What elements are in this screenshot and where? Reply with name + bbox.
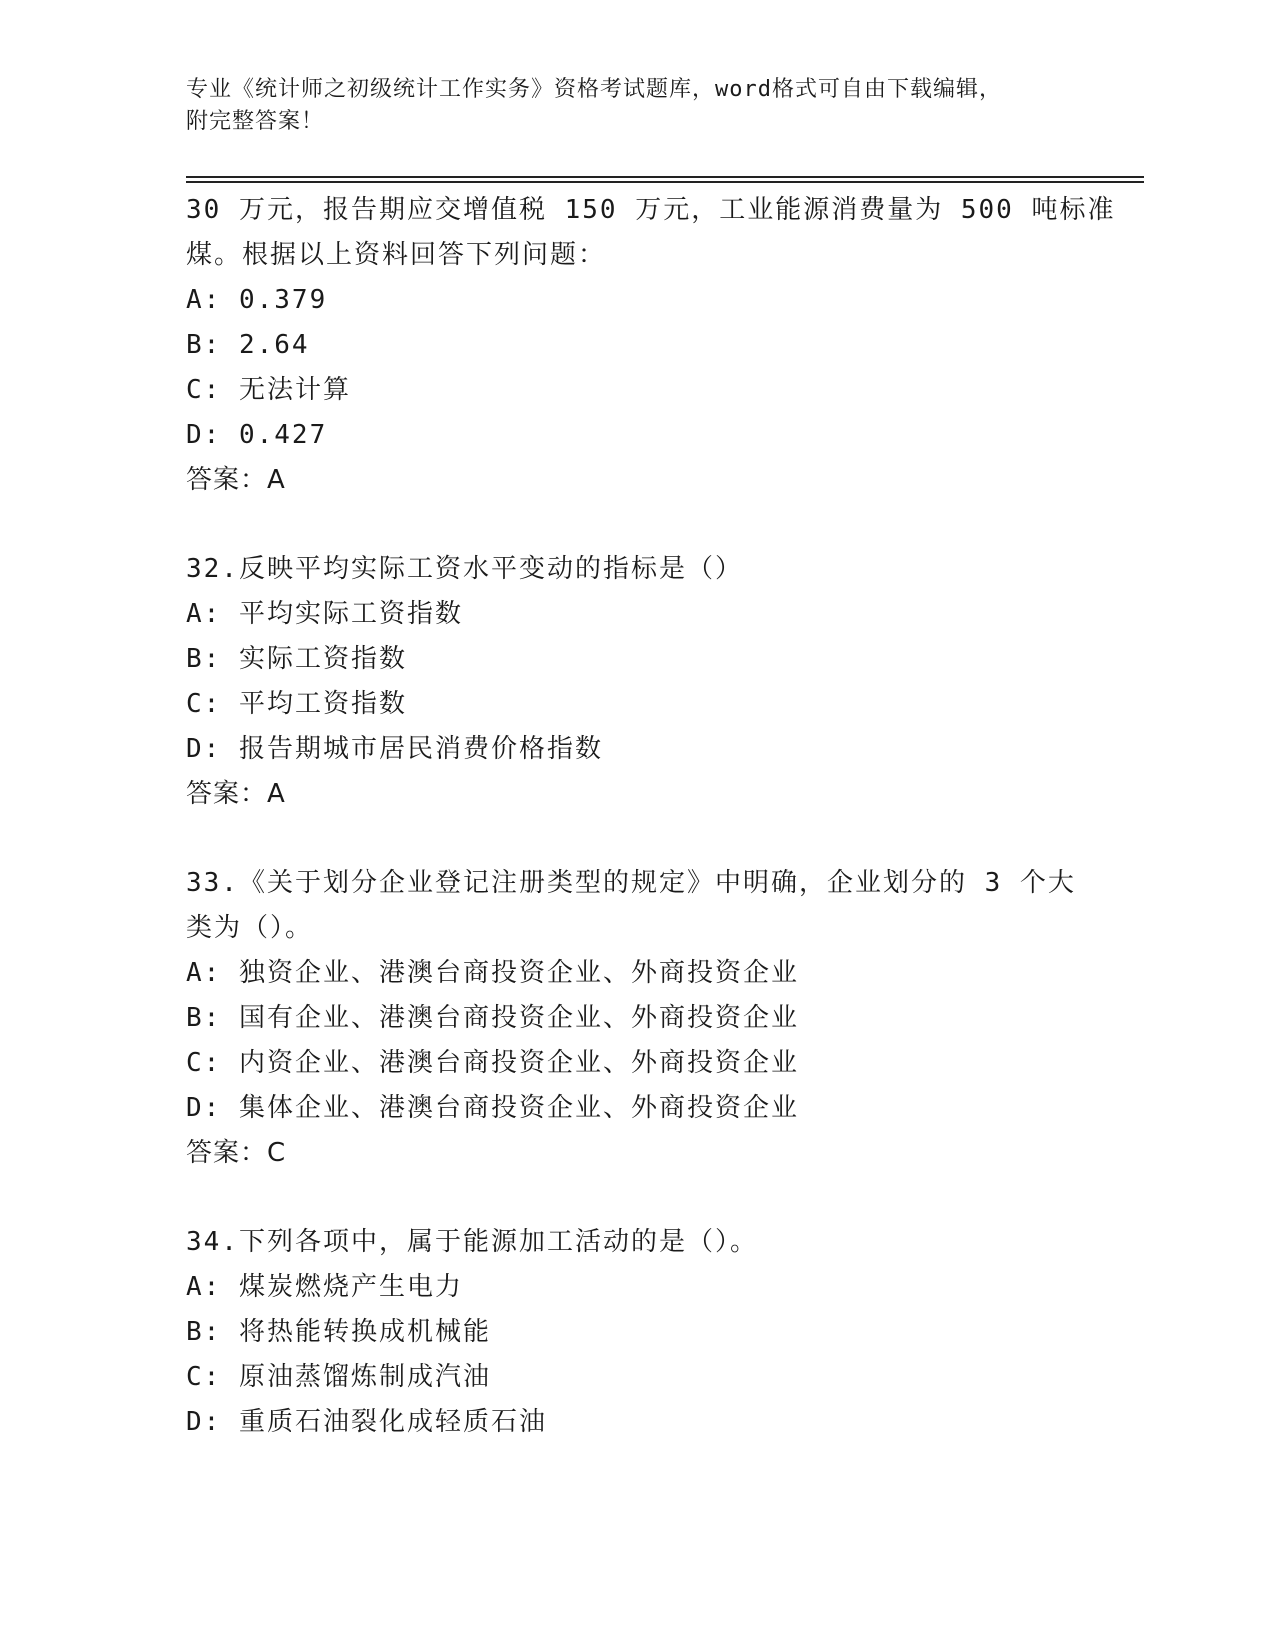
question-stem-line: 32.反映平均实际工资水平变动的指标是（） [186,554,743,584]
option-c: C: 无法计算 [186,375,351,405]
option-a: A: 平均实际工资指数 [186,599,463,629]
option-d: D: 重质石油裂化成轻质石油 [186,1407,547,1437]
option-b: B: 将热能转换成机械能 [186,1317,491,1347]
option-c: C: 内资企业、港澳台商投资企业、外商投资企业 [186,1048,799,1078]
answer-label: 答案：A [186,465,286,495]
header-divider-bottom [186,181,1144,183]
question-gap [186,1176,1086,1220]
question-gap [186,817,1086,861]
option-c: C: 原油蒸馏炼制成汽油 [186,1362,491,1392]
document-header [186,74,1086,138]
question-33 [186,861,1086,1176]
option-c: C: 平均工资指数 [186,689,407,719]
answer-label: 答案：A [186,779,286,809]
option-d: D: 0.427 [186,420,328,450]
answer-label: 答案：C [186,1138,287,1168]
option-b: B: 2.64 [186,330,310,360]
header-divider-top [186,176,1144,178]
question-list [186,188,1116,1445]
header-line-2: 附完整答案！ [186,109,325,134]
question-stem-line: 煤。根据以上资料回答下列问题： [186,240,607,270]
question-34 [186,1220,1086,1445]
question-stem-line: 30 万元，报告期应交增值税 150 万元，工业能源消费量为 500 吨标准 [186,195,1116,225]
question-gap [186,503,1086,547]
option-b: B: 实际工资指数 [186,644,407,674]
option-d: D: 报告期城市居民消费价格指数 [186,734,603,764]
option-d: D: 集体企业、港澳台商投资企业、外商投资企业 [186,1093,799,1123]
option-b: B: 国有企业、港澳台商投资企业、外商投资企业 [186,1003,799,1033]
question-stem-line: 33.《关于划分企业登记注册类型的规定》中明确，企业划分的 3 个大 [186,868,1076,898]
question-32 [186,547,1086,817]
question-stem-line: 34.下列各项中，属于能源加工活动的是（）。 [186,1227,758,1257]
question-31 [186,188,1116,503]
header-line-1: 专业《统计师之初级统计工作实务》资格考试题库，word格式可自由下载编辑， [186,77,1002,102]
question-stem-line: 类为（）。 [186,913,314,943]
option-a: A: 0.379 [186,285,328,315]
option-a: A: 煤炭燃烧产生电力 [186,1272,463,1302]
option-a: A: 独资企业、港澳台商投资企业、外商投资企业 [186,958,799,988]
